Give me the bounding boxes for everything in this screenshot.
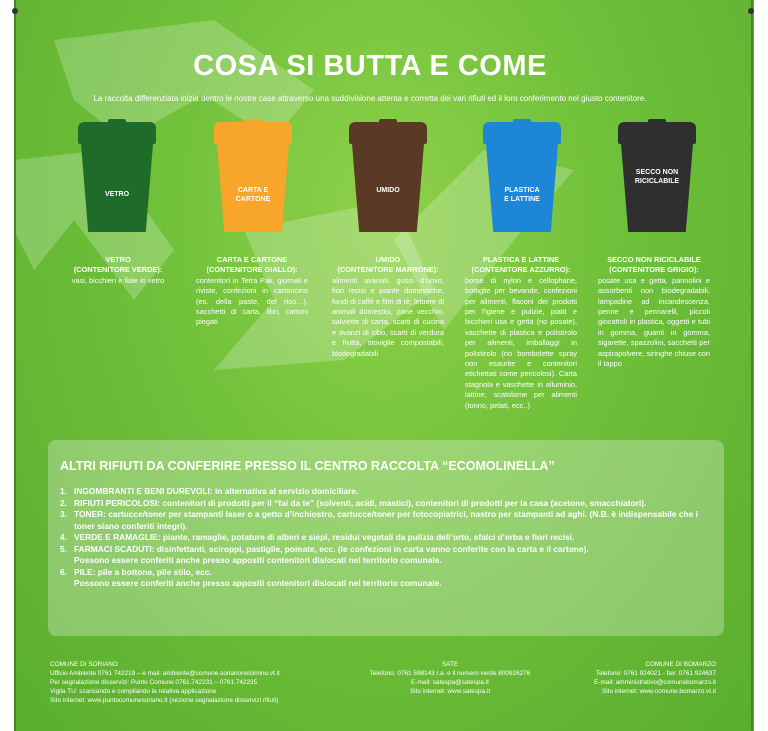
footer-sate: SATE Telefono: 0761 598143 r.a. e il numero verde 800926276 E-mail: satespa@satespa.it Sito internet: www.satespa.it <box>369 661 531 695</box>
bin-plastica <box>483 122 561 234</box>
footer-bomarzo: COMUNE DI BOMARZO Telefono: 0761 924021 - fax: 0761 924637 E-mail: amministrativo@comunebomarzo.it Sito internet: www.comune.bomarzo.vt.it <box>594 661 716 695</box>
bin-umido <box>349 122 427 234</box>
desc-plastica: PLASTICA E LATTINE (CONTENITORE AZZURRO): borse di nylon e cellophane, bottiglie per bevande, confezioni per alimenti, flaconi dei prodotti per l'igiene e pulizie, piatti e bicchieri usa e getta (no posate), vaschette di plastica e polistirolo per alimenti, imballaggi in polistirolo (no bombolette spray non esaurite e contenitori etichettati come pericolosi). Carta stagnola e vaschette in alluminio, lattine, scatolame per alimenti (tonno, pelati, ecc..) <box>465 255 577 410</box>
bin-label: PLASTICA E LATTINE <box>504 187 540 203</box>
poster-left-edge <box>14 0 16 731</box>
list-item: 4. VERDE E RAMAGLIE: piante, ramaglie, potature di alberi e siepi, residui vegetali da pulizia dell’orto, sfalci d’erba e fiori recisi. <box>60 532 575 542</box>
desc-vetro: VETRO (CONTENITORE VERDE): vasi, bicchieri e fiale in vetro <box>71 255 165 285</box>
list-item: 2. RIFIUTI PERICOLOSI: contenitori di prodotti per il “fai da te” (solventi, acidi, mastici), contenitori di prodotti per la casa (acetone, smacchiatori). <box>60 497 647 508</box>
bin-vetro <box>78 122 156 234</box>
bin-label: SECCO NON RICICLABILE <box>634 169 680 185</box>
bin-carta <box>214 122 292 234</box>
bin-label: VETRO <box>104 191 130 198</box>
desc-carta: CARTA E CARTONE (CONTENITORE GIALLO): contenitori in Tetra Pak, giornali e riviste, confezioni in cartoncino (es. della paste, del riso…), sacchetti di carta, libri, cartoni piegati <box>196 255 308 327</box>
list-item: 1. INGOMBRANTI E BENI DUREVOLI: in alternativa al servizio domiciliare. <box>60 486 359 496</box>
poster-right-edge <box>751 0 753 731</box>
ecomolinella-list <box>60 486 710 590</box>
list-item: 5. FARMACI SCADUTI: disinfettanti, sciroppi, pastiglie, pomate, ecc. (le confezioni in carta vanno conferite con la carta e il cartone). Possono essere conferiti anche presso appositi contenitori dislocati nel territorio comunale. <box>60 543 589 565</box>
bin-label: CARTA E CARTONE <box>235 187 271 203</box>
page-subtitle: La raccolta differenziata inizia dentro le nostre case attraverso una suddivisione attenta e corretta dei vari rifiuti ed il loro conferimento nel giusto contenitore. <box>93 94 647 103</box>
footer-soriano: COMUNE DI SORIANO Ufficio Ambiente 0761 742219 – e mail: ambiente@comune.sorianonelcimino.vt.it Per segnalazione disservizi: Punto Comune 0761.742231 – 0761.742235 Vigila TU: scaricando e compilando la relativa applicazione Sito internet: www.puntocomunesoriano.it (sezione segnalazione disservizi rifiuti) <box>50 661 280 704</box>
ecomolinella-title: ALTRI RIFIUTI DA CONFERIRE PRESSO IL CENTRO RACCOLTA “ECOMOLINELLA” <box>60 459 555 473</box>
pin-top-left <box>12 8 18 14</box>
page-title: COSA SI BUTTA E COME <box>193 50 547 82</box>
desc-secco: SECCO NON RICICLABILE (CONTENITORE GRIGIO): posate usa e getta, pannolini e assorbenti non biodegradabili, lampadine ad incandescenza, penne e pennarelli, piccoli giocattoli in plastica, oggetti e tubi in gomma, guanti in gomma, sigarette, spazzolini, sacchetti per aspirapolvere, siringhe chiuse con il tappo <box>598 255 710 369</box>
list-item: 3. TONER: cartucce/toner per stampanti laser o a getto d’inchiostro, cartucce/toner per fotocopiatrici, nastro per stampanti ad aghi. (N.B. è indispensabile che i toner siano conferiti integri). <box>60 509 698 531</box>
bin-label: UMIDO <box>376 187 400 194</box>
list-item: 6. PILE: pile a bottone, pile stilo, ecc. Possono essere conferiti anche presso appositi contenitori dislocati nel territorio comunale. <box>60 566 442 588</box>
bin-secco <box>618 122 696 234</box>
desc-umido: UMIDO (CONTENITORE MARRONE): alimenti avariati, gusci d'uovo, fiori recisi e piante domestiche, fondi di caffè e filtri di tè, lettiere di animali domestici, pane vecchio, salviette di carta, scarti di cucina e avanzi di cibo, scarti di verdura e frutta, stoviglie compostabili, biodegradabili <box>332 255 444 358</box>
pin-top-right <box>748 8 754 14</box>
